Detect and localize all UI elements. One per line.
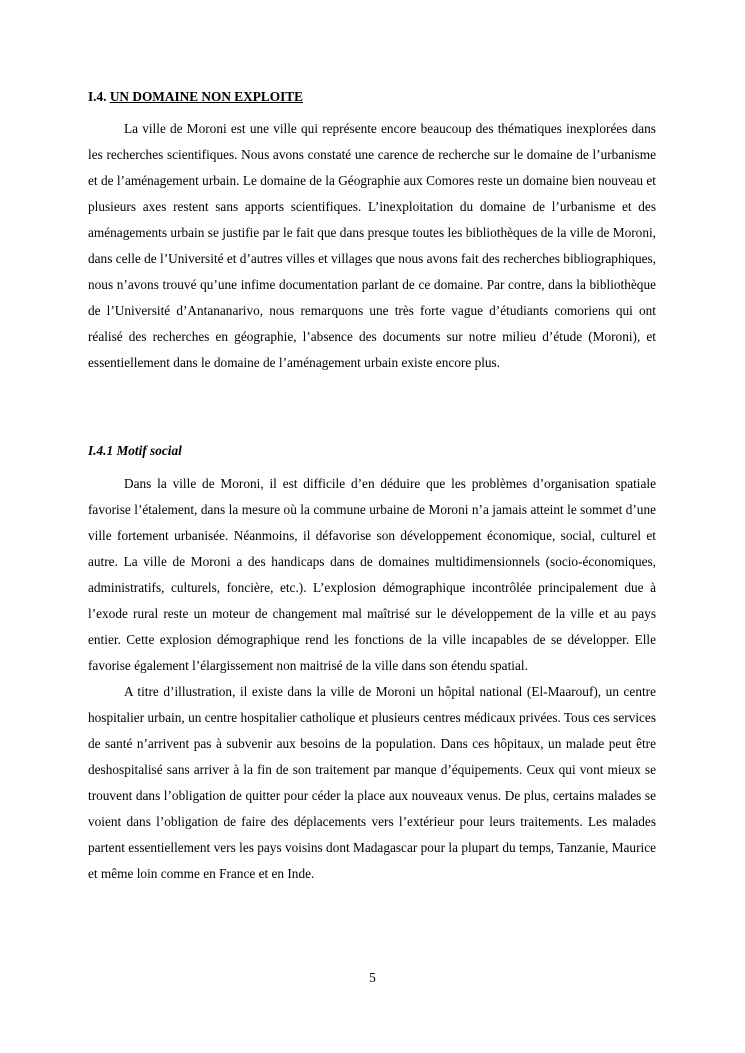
paragraph: Dans la ville de Moroni, il est difficile d’en déduire que les problèmes d’organisation spatiale favorise l’étalement, dans la mesure où la commune urbaine de Moroni n’a jamais atteint le sommet d’une ville fortement urbanisée. Néanmoins, il défavorise son développement économique, social, culturel et autre. La ville de Moroni a des handicaps dans de domaines multidimensionnels (socio-économiques, administratifs, culturels, foncière, etc.). L’explosion démographique incontrôlée principalement due à l’exode rural reste un moteur de changement mal maîtrisé sur le développement de la ville et au pays entier. Cette explosion démographique rend les fonctions de la ville incapables de se développer. Elle favorise également l’élargissement non maitrisé de la ville dans son étendu spatial. xyxy=(88,476,656,673)
subsection-title: I.4.1 Motif social xyxy=(88,443,182,458)
section-heading xyxy=(88,85,303,109)
section-title: UN DOMAINE NON EXPLOITE xyxy=(109,89,304,104)
paragraph: A titre d’illustration, il existe dans la ville de Moroni un hôpital national (El-Maarouf), un centre hospitalier urbain, un centre hospitalier catholique et plusieurs centres médicaux privées. Tous ces services de santé n’arrivent pas à subvenir aux besoins de la population. Dans ces hôpitaux, un malade peut être deshospitalisé sans arriver à la fin de son traitement par manque d’équipements. Ceux qui vont mieux se trouvent dans l’obligation de quitter pour céder la place aux nouveaux venus. De plus, certains malades se voient dans l’obligation de faire des déplacements vers l’extérieur pour leurs traitements. Les malades partent essentiellement vers les pays voisins dont Madagascar pour la plupart du temps, Tanzanie, Maurice et même loin comme en France et en Inde. xyxy=(88,684,656,881)
subsection-body xyxy=(88,471,656,887)
page-number: 5 xyxy=(369,970,376,985)
paragraph: La ville de Moroni est une ville qui représente encore beaucoup des thématiques inexplorées dans les recherches scientifiques. Nous avons constaté une carence de recherche sur le domaine de l’urbanisme et de l’aménagement urbain. Le domaine de la Géographie aux Comores reste un domaine bien nouveau et plusieurs axes restent sans apports scientifiques. L’inexploitation du domaine de l’urbanisme et des aménagements urbain se justifie par le fait que dans presque toutes les bibliothèques de la ville de Moroni, dans celle de l’Université et d’autres villes et villages que nous avons fait des recherches bibliographiques, nous n’avons trouvé qu’une infime documentation parlant de ce domaine. Par contre, dans la bibliothèque de l’Université d’Antananarivo, nous remarquons une très forte vague d’étudiants comoriens qui ont réalisé des recherches en géographie, l’absence des documents sur notre milieu d’étude (Moroni), et essentiellement dans le domaine de l’aménagement urbain existe encore plus. xyxy=(88,121,656,370)
section-body xyxy=(88,116,656,376)
section-number: I.4. xyxy=(88,89,107,104)
